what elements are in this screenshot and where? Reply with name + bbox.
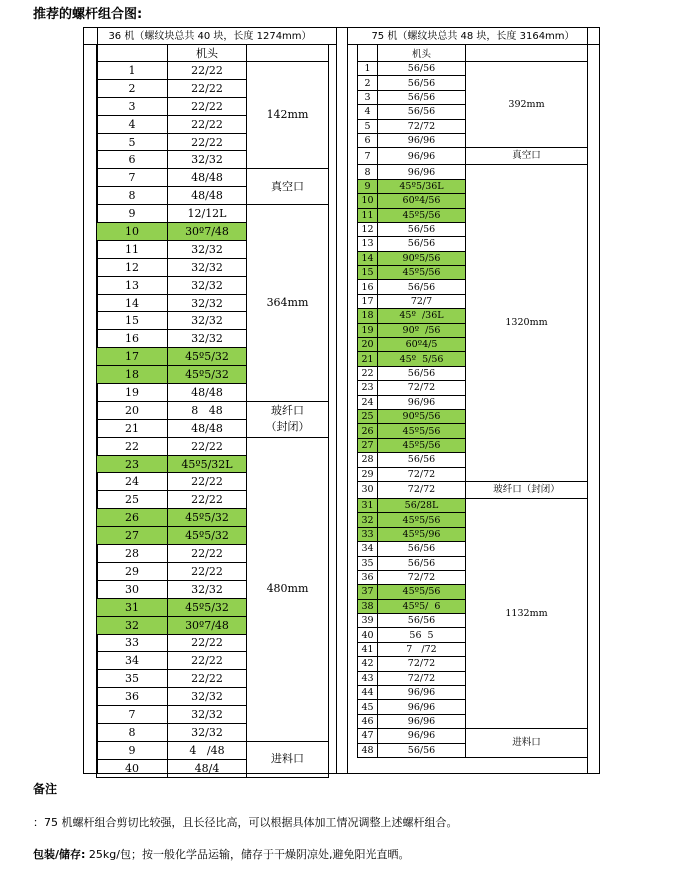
section-label: 玻纤口 （封闭）	[247, 401, 329, 437]
row-number: 32	[97, 616, 168, 634]
row-number: 20	[358, 338, 378, 352]
notes-line: ：75 机螺杆组合剪切比较强，且长径比高，可以根据具体加工情况调整上述螺杆组合。	[33, 816, 458, 829]
row-number: 12	[97, 258, 168, 276]
screw-spec: 45º5/56	[378, 266, 466, 280]
screw-spec: 32/32	[168, 151, 247, 169]
screw-spec: 45º5/32L	[168, 455, 247, 473]
row-number: 10	[97, 223, 168, 241]
row-number: 45	[358, 700, 378, 714]
screw-spec: 45º5/32	[168, 348, 247, 366]
screw-spec: 56/56	[378, 743, 466, 757]
row-number: 30	[358, 481, 378, 498]
row-number: 19	[358, 323, 378, 337]
empty-cell	[97, 45, 168, 62]
row-number: 17	[97, 348, 168, 366]
screw-spec: 22/22	[168, 652, 247, 670]
screw-spec: 48/48	[168, 384, 247, 402]
row-number: 10	[358, 194, 378, 208]
screw-spec: 4 /48	[168, 741, 247, 759]
head-label: 机头	[378, 45, 466, 62]
screw-spec: 96/96	[378, 714, 466, 728]
screw-spec: 32/32	[168, 723, 247, 741]
row-number: 24	[97, 473, 168, 491]
screw-spec: 96/96	[378, 395, 466, 409]
screw-spec: 56/56	[378, 237, 466, 251]
row-number: 8	[97, 187, 168, 205]
screw-spec: 45º5/96	[378, 527, 466, 541]
table-row	[97, 437, 329, 455]
empty-cell	[247, 45, 329, 62]
empty-cell	[358, 45, 378, 62]
row-number: 7	[97, 706, 168, 724]
screw-spec: 45º5/56	[378, 438, 466, 452]
screw-spec: 56 5	[378, 628, 466, 642]
frame-divider	[336, 28, 337, 773]
row-number: 8	[358, 165, 378, 179]
row-number: 39	[358, 614, 378, 628]
table-row	[358, 165, 588, 179]
row-number: 7	[358, 148, 378, 165]
row-number: 36	[358, 570, 378, 584]
row-number: 26	[97, 509, 168, 527]
machine75-table	[357, 44, 588, 758]
screw-spec: 56/56	[378, 453, 466, 467]
table-row	[358, 481, 588, 498]
table-row	[97, 401, 329, 419]
screw-spec: 72/72	[378, 570, 466, 584]
screw-spec: 72/7	[378, 294, 466, 308]
row-number: 16	[97, 330, 168, 348]
row-number: 40	[97, 759, 168, 777]
table-row	[97, 205, 329, 223]
section-label: 142mm	[247, 62, 329, 169]
screw-spec: 56/56	[378, 105, 466, 119]
packaging-label: 包装/储存:	[33, 848, 86, 861]
screw-spec: 96/96	[378, 133, 466, 147]
section-label: 392mm	[466, 62, 588, 148]
screw-spec: 22/22	[168, 437, 247, 455]
screw-spec: 72/72	[378, 119, 466, 133]
row-number: 22	[358, 366, 378, 380]
row-number: 25	[358, 409, 378, 423]
screw-spec: 96/96	[378, 148, 466, 165]
row-number: 17	[358, 294, 378, 308]
table-row	[358, 729, 588, 743]
row-number: 25	[97, 491, 168, 509]
row-number: 18	[97, 366, 168, 384]
screw-spec: 22/22	[168, 562, 247, 580]
screw-spec: 56/56	[378, 556, 466, 570]
row-number: 42	[358, 657, 378, 671]
table-row	[97, 169, 329, 187]
row-number: 35	[358, 556, 378, 570]
screw-spec: 48/48	[168, 169, 247, 187]
packaging-note	[33, 846, 409, 862]
frame-divider	[347, 28, 348, 773]
row-number: 44	[358, 686, 378, 700]
row-number: 20	[97, 401, 168, 419]
row-number: 29	[97, 562, 168, 580]
packaging-text: 25kg/包；按一般化学品运输，储存于干燥阴凉处,避免阳光直晒。	[85, 848, 410, 861]
screw-spec: 56/56	[378, 366, 466, 380]
screw-spec: 56/56	[378, 222, 466, 236]
row-number: 11	[97, 240, 168, 258]
screw-spec: 45º5/32	[168, 527, 247, 545]
row-number: 19	[97, 384, 168, 402]
screw-spec: 32/32	[168, 330, 247, 348]
row-number: 4	[358, 105, 378, 119]
section-label: 真空口	[466, 148, 588, 165]
screw-spec: 22/22	[168, 115, 247, 133]
screw-spec: 72/72	[378, 381, 466, 395]
row-number: 6	[97, 151, 168, 169]
row-number: 11	[358, 208, 378, 222]
row-number: 13	[358, 237, 378, 251]
screw-spec: 56/56	[378, 62, 466, 76]
screw-spec: 56/56	[378, 280, 466, 294]
table-row	[358, 62, 588, 76]
head-label: 机头	[168, 45, 247, 62]
section-label: 1132mm	[466, 498, 588, 728]
row-number: 24	[358, 395, 378, 409]
row-number: 3	[97, 97, 168, 115]
screw-spec: 45º5/56	[378, 424, 466, 438]
row-number: 12	[358, 222, 378, 236]
screw-spec: 32/32	[168, 312, 247, 330]
machine75-title: 75 机（螺纹块总共 48 块，长度 3164mm）	[371, 31, 575, 42]
screw-spec: 32/32	[168, 276, 247, 294]
screw-spec: 48/48	[168, 419, 247, 437]
row-number: 23	[97, 455, 168, 473]
row-number: 6	[358, 133, 378, 147]
row-number: 38	[358, 599, 378, 613]
row-number: 8	[97, 723, 168, 741]
screw-spec: 22/22	[168, 79, 247, 97]
screw-spec: 45º5/32	[168, 598, 247, 616]
row-number: 29	[358, 467, 378, 481]
row-number: 41	[358, 642, 378, 656]
row-number: 14	[358, 251, 378, 265]
row-number: 35	[97, 670, 168, 688]
row-number: 18	[358, 309, 378, 323]
screw-spec: 22/22	[168, 97, 247, 115]
screw-spec: 60º4/56	[378, 194, 466, 208]
screw-spec: 45º5/56	[378, 585, 466, 599]
screw-spec: 7 /72	[378, 642, 466, 656]
screw-spec: 22/22	[168, 670, 247, 688]
row-number: 14	[97, 294, 168, 312]
screw-spec: 45º5/32	[168, 509, 247, 527]
screw-spec: 56/28L	[378, 498, 466, 512]
row-number: 15	[358, 266, 378, 280]
machine36-title: 36 机（螺纹块总共 40 块，长度 1274mm）	[108, 31, 312, 42]
row-number: 22	[97, 437, 168, 455]
row-number: 5	[97, 133, 168, 151]
row-number: 47	[358, 729, 378, 743]
screw-spec: 22/22	[168, 473, 247, 491]
row-number: 9	[358, 179, 378, 193]
row-number: 1	[358, 62, 378, 76]
notes-heading: 备注	[33, 782, 58, 796]
screw-spec: 90º5/56	[378, 409, 466, 423]
row-number: 33	[97, 634, 168, 652]
screw-spec: 56/56	[378, 76, 466, 90]
row-number: 34	[97, 652, 168, 670]
screw-spec: 22/22	[168, 491, 247, 509]
screw-spec: 22/22	[168, 545, 247, 563]
row-number: 36	[97, 688, 168, 706]
table-row	[97, 62, 329, 80]
row-number: 37	[358, 585, 378, 599]
screw-spec: 8 48	[168, 401, 247, 419]
screw-spec: 30º7/48	[168, 616, 247, 634]
screw-spec: 56/56	[378, 542, 466, 556]
screw-spec: 12/12L	[168, 205, 247, 223]
screw-spec: 72/72	[378, 671, 466, 685]
screw-spec: 22/22	[168, 133, 247, 151]
row-number: 48	[358, 743, 378, 757]
screw-spec: 96/96	[378, 700, 466, 714]
row-number: 27	[97, 527, 168, 545]
screw-spec: 72/72	[378, 467, 466, 481]
row-number: 9	[97, 741, 168, 759]
table-row	[358, 498, 588, 512]
screw-spec: 96/96	[378, 729, 466, 743]
screw-spec: 96/96	[378, 686, 466, 700]
row-number: 21	[358, 352, 378, 366]
row-number: 31	[97, 598, 168, 616]
row-number: 13	[97, 276, 168, 294]
section-label: 进料口	[466, 729, 588, 758]
row-number: 28	[358, 453, 378, 467]
section-label: 进料口	[247, 741, 329, 777]
row-number: 4	[97, 115, 168, 133]
screw-spec: 56/56	[378, 614, 466, 628]
row-number: 46	[358, 714, 378, 728]
screw-spec: 32/32	[168, 580, 247, 598]
machine36-table	[96, 44, 329, 778]
empty-cell	[466, 45, 588, 62]
screw-spec: 90º5/56	[378, 251, 466, 265]
screw-spec: 22/22	[168, 634, 247, 652]
screw-spec: 32/32	[168, 258, 247, 276]
section-label: 1320mm	[466, 165, 588, 482]
section-label: 玻纤口（封闭）	[466, 481, 588, 498]
section-label: 真空口	[247, 169, 329, 205]
row-number: 21	[97, 419, 168, 437]
row-number: 7	[97, 169, 168, 187]
row-number: 28	[97, 545, 168, 563]
screw-spec: 32/32	[168, 294, 247, 312]
screw-spec: 22/22	[168, 62, 247, 80]
screw-spec: 45º5/56	[378, 513, 466, 527]
row-number: 26	[358, 424, 378, 438]
row-number: 43	[358, 671, 378, 685]
row-number: 30	[97, 580, 168, 598]
row-number: 5	[358, 119, 378, 133]
row-number: 32	[358, 513, 378, 527]
screw-spec: 30º7/48	[168, 223, 247, 241]
screw-spec: 72/72	[378, 657, 466, 671]
table-row	[97, 741, 329, 759]
screw-spec: 45º5/36L	[378, 179, 466, 193]
screw-spec: 32/32	[168, 240, 247, 258]
row-number: 2	[358, 76, 378, 90]
section-label: 364mm	[247, 205, 329, 402]
screw-spec: 45º5/56	[378, 208, 466, 222]
screw-spec: 48/4	[168, 759, 247, 777]
row-number: 15	[97, 312, 168, 330]
screw-spec: 56/56	[378, 90, 466, 104]
row-number: 33	[358, 527, 378, 541]
row-number: 3	[358, 90, 378, 104]
screw-spec: 45º /36L	[378, 309, 466, 323]
screw-spec: 32/32	[168, 706, 247, 724]
screw-spec: 60º4/5	[378, 338, 466, 352]
row-number: 1	[97, 62, 168, 80]
row-number: 23	[358, 381, 378, 395]
row-number: 34	[358, 542, 378, 556]
screw-spec: 45º5/ 6	[378, 599, 466, 613]
row-number: 40	[358, 628, 378, 642]
screw-spec: 90º /56	[378, 323, 466, 337]
row-number: 31	[358, 498, 378, 512]
table-row	[358, 148, 588, 165]
row-number: 16	[358, 280, 378, 294]
row-number: 2	[97, 79, 168, 97]
screw-spec: 96/96	[378, 165, 466, 179]
row-number: 27	[358, 438, 378, 452]
page-title: 推荐的螺杆组合图:	[33, 7, 143, 22]
screw-spec: 45º5/32	[168, 366, 247, 384]
section-label: 480mm	[247, 437, 329, 741]
screw-spec: 72/72	[378, 481, 466, 498]
row-number: 9	[97, 205, 168, 223]
screw-spec: 32/32	[168, 688, 247, 706]
screw-spec: 45º 5/56	[378, 352, 466, 366]
screw-spec: 48/48	[168, 187, 247, 205]
